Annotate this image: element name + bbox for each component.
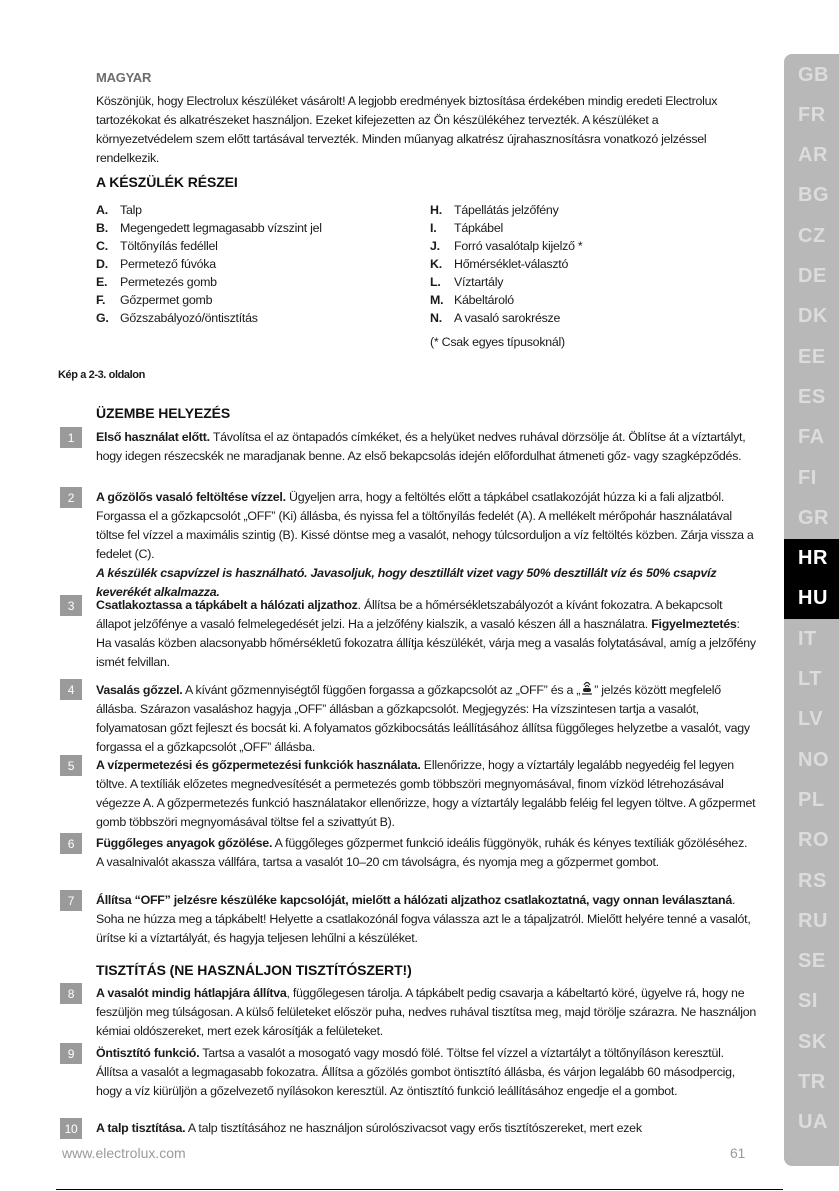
step-number: 5	[60, 755, 82, 776]
language-tab-rs[interactable]: RS	[798, 869, 827, 892]
part-letter: I.	[430, 221, 437, 235]
figure-reference: Kép a 2-3. oldalon	[58, 369, 145, 381]
part-item	[96, 273, 322, 291]
step-text: A kívánt gőzmennyiségtől függően forgassa a gőzkapcsolót az „OFF” és a „	[182, 683, 581, 697]
part-label: Talp	[120, 203, 142, 217]
part-item	[430, 201, 582, 219]
part-label: Víztartály	[454, 275, 504, 289]
part-letter: L.	[430, 275, 441, 289]
step-number: 4	[60, 679, 82, 700]
step-number: 6	[60, 833, 82, 854]
part-letter: K.	[430, 257, 442, 271]
part-item	[430, 237, 582, 255]
language-tab-fa[interactable]: FA	[798, 426, 825, 449]
step-text: Ügyeljen arra, hogy a feltöltés előtt a tápkábel csatlakozóját húzza ki a fali aljzatból. Forgassa el a gőzkapcsolót „OFF” (Ki) állásba, és nyissa fel a töltőnyílás fedelét (A). A mellékelt mérőpohár használatával töltse fel vízzel a maximális szintig (B). Kissé döntse meg a vasalót, nehogy túlcsorduljon a víz feltöltés közben. Zárja vissza a fedelet (C).	[96, 490, 754, 561]
bottom-divider	[56, 1189, 783, 1190]
part-letter: E.	[96, 275, 108, 289]
part-label: Megengedett legmagasabb vízszint jel	[120, 221, 322, 235]
language-tab-ee[interactable]: EE	[798, 345, 826, 368]
language-tab-no[interactable]: NO	[798, 748, 829, 771]
step-number: 2	[60, 487, 82, 508]
step-7	[96, 891, 756, 948]
step-lead: A vasalót mindig hátlapjára állítva	[96, 986, 287, 1000]
language-tab-ru[interactable]: RU	[798, 909, 828, 932]
part-label: Permetező fúvóka	[120, 257, 216, 271]
language-tab-cz[interactable]: CZ	[798, 224, 826, 247]
part-item	[96, 309, 322, 327]
step-4	[96, 680, 756, 757]
language-tab-it[interactable]: IT	[798, 627, 817, 650]
step-lead: Öntisztító funkció.	[96, 1046, 200, 1060]
step-5	[96, 756, 756, 832]
part-label: Tápellátás jelzőfény	[454, 203, 559, 217]
language-tab-tr[interactable]: TR	[798, 1071, 826, 1093]
step-lead: A gőzölős vasaló feltöltése vízzel.	[96, 490, 286, 504]
step-text: Tartsa a vasalót a mosogató vagy mosdó fölé. Töltse fel vízzel a víztartályt a töltőnyíláson keresztül. Állítsa a vasalót a legmagasabb fokozatra. Állítsa a gőzölés gombot öntisztító állásba, és várjon legalább 60 másodpercig, hogy a víz kiürüljön a gőzelvezető nyílásokon keresztül. Az öntisztító funkció leállításához engedje el a gombot.	[96, 1046, 735, 1098]
part-item	[430, 291, 582, 309]
step-text: , függőlegesen tárolja. A tápkábelt pedig csavarja a kábeltartó köré, ügyelve rá, hogy ne feszüljön meg túlságosan. A külső felületeket először puha, nedves ruhával tisztítsa meg, majd törölje szárazra. Ne használjon kémiai oldószereket, mert ezek károsítják a felületeket.	[96, 986, 756, 1038]
language-tab-si[interactable]: SI	[798, 990, 818, 1013]
language-tab-hu[interactable]: HU	[784, 579, 839, 619]
step-6	[96, 834, 756, 872]
part-label: Gőzpermet gomb	[120, 293, 213, 307]
language-tab-sk[interactable]: SK	[798, 1030, 827, 1053]
part-letter: J.	[430, 239, 440, 253]
step-3	[96, 596, 756, 672]
part-label: Tápkábel	[454, 221, 503, 235]
parts-list-left	[96, 201, 322, 327]
step-lead: A talp tisztítása.	[96, 1121, 186, 1135]
step-number: 3	[60, 595, 82, 616]
language-tab-lt[interactable]: LT	[798, 668, 822, 690]
part-item	[430, 309, 582, 327]
part-label: Gőzszabályozó/öntisztítás	[120, 311, 258, 325]
language-tab-hr[interactable]: HR	[784, 539, 839, 579]
step-text: . Állítsa be a hőmérsékletszabályozót a kívánt fokozatra. A bekapcsolt állapot jelzőfénye a vasaló felmelegedését jelzi. Ha a jelzőfény kialszik, a vasaló készen áll a használatra.	[96, 598, 723, 631]
step-lead: Első használat előtt.	[96, 430, 210, 444]
part-item	[96, 291, 322, 309]
step-number: 9	[60, 1043, 82, 1064]
step-note: A készülék csapvízzel is használható. Javasoljuk, hogy desztillált vizet vagy 50% desztillált víz és 50% csapvíz keverékét alkalmazza.	[96, 566, 717, 599]
part-item	[430, 273, 582, 291]
language-tab-dk[interactable]: DK	[798, 305, 828, 328]
intro-paragraph: Köszönjük, hogy Electrolux készüléket vásárolt! A legjobb eredmények biztosítása érdekében mindig eredeti Electrolux tartozékokat és alkatrészeket használjon. Ezeket kifejezetten az Ön készülékéhez tervezték. A készüléket a környezetvédelem szem előtt tartásával tervezték. Minden műanyag alkatrész újrahasznosításra vonatkozó jelzéssel rendelkezik.	[96, 94, 718, 165]
step-text: . Soha ne húzza meg a tápkábelt! Helyette a csatlakozónál fogva válassza azt le a tápaljzatról. Mielőtt helyére tenné a vasalót, ürítse ki a víztartályát, és hagyja teljesen lehűlni a készüléket.	[96, 893, 751, 945]
step-text: Távolítsa el az öntapadós címkéket, és a helyüket nedves ruhával dörzsölje át. Öblítse át a víztartályt, hogy idegen részecskék ne maradjanak benne. Az első bekapcsolás idején előfordulhat átmeneti gőz- vagy szagképződés.	[96, 430, 746, 463]
step-1	[96, 428, 756, 466]
language-tab-pl[interactable]: PL	[798, 788, 825, 811]
footer-url[interactable]: www.electrolux.com	[62, 1145, 186, 1161]
part-letter: C.	[96, 239, 108, 253]
step-lead: Csatlakoztassa a tápkábelt a hálózati aljzathoz	[96, 598, 358, 612]
language-tab-se[interactable]: SE	[798, 950, 826, 973]
language-tabs	[784, 54, 839, 1166]
step-number: 1	[60, 427, 82, 448]
language-tab-bg[interactable]: BG	[798, 184, 829, 207]
part-letter: N.	[430, 311, 442, 325]
language-tab-fi[interactable]: FI	[798, 466, 817, 489]
part-letter: F.	[96, 293, 106, 307]
setup-heading: ÜZEMBE HELYEZÉS	[96, 405, 231, 421]
step-10	[96, 1119, 756, 1138]
language-tab-es[interactable]: ES	[798, 385, 826, 408]
part-label: A vasaló sarokrésze	[454, 311, 561, 325]
part-letter: H.	[430, 203, 442, 217]
step-text: Ellenőrizze, hogy a víztartály legalább negyedéig fel legyen töltve. A textíliák előzetes megnedvesítését a permetezés gomb többszöri megnyomásával, finom vízköd létrehozásával végezze A. A gőzpermetezés funkció használatakor ellenőrizze, hogy a víztartály legalább feléig fel legyen töltve. A gőzpermet gomb többszöri megnyomásával töltse fel a szivattyút B).	[96, 758, 756, 829]
part-letter: B.	[96, 221, 108, 235]
language-tab-ar[interactable]: AR	[798, 144, 828, 167]
language-heading: MAGYAR	[96, 70, 152, 85]
part-label: Töltőnyílás fedéllel	[120, 239, 218, 253]
language-tab-ua[interactable]: UA	[798, 1111, 828, 1134]
language-tab-fr[interactable]: FR	[798, 103, 826, 126]
language-tab-ro[interactable]: RO	[798, 829, 829, 852]
step-text: A talp tisztításához ne használjon súrolószivacsot vagy erős tisztítószereket, mert ezek	[185, 1121, 642, 1135]
language-tab-gr[interactable]: GR	[798, 506, 829, 529]
step-number: 8	[60, 983, 82, 1004]
language-tab-de[interactable]: DE	[798, 265, 827, 287]
steam-icon	[580, 680, 594, 696]
step-text: A függőleges gőzpermet funkció ideális függönyök, ruhák és kényes textíliák gőzöléséhez. A vasalnivalót akassza vállfára, tartsa a vasalót 10–20 cm távolságra, és nyomja meg a gőzpermet gombot.	[96, 836, 748, 869]
part-label: Permetezés gomb	[120, 275, 217, 289]
cleaning-heading: TISZTÍTÁS (NE HASZNÁLJON TISZTÍTÓSZERT!)	[96, 962, 412, 978]
step-text: ” jelzés között megfelelő állásba. Szárazon vasaláshoz hagyja „OFF” állásban a gőzkapcsolót. Megjegyzés: Ha vízszintesen tartja a vasalót, folyamatosan gőzt fejleszt és bocsát ki. A folyamatos gőzkibocsátás leállításához állítsa függőleges helyzetbe a vasalót, vagy forgassa el a gőzkapcsolót „OFF” állásba.	[96, 683, 750, 754]
language-tab-lv[interactable]: LV	[798, 708, 824, 731]
part-letter: A.	[96, 203, 108, 217]
part-letter: D.	[96, 257, 108, 271]
step-lead: Függőleges anyagok gőzölése.	[96, 836, 273, 850]
step-8	[96, 984, 756, 1041]
part-item	[96, 237, 322, 255]
step-9	[96, 1044, 756, 1101]
part-label: Hőmérséklet-választó	[454, 257, 569, 271]
part-item	[96, 255, 322, 273]
step-number: 10	[60, 1118, 82, 1139]
step-lead: Állítsa “OFF” jelzésre készüléke kapcsolóját, mielőtt a hálózati aljzathoz csatlakoztatná, vagy onnan leválasztaná	[96, 893, 733, 907]
step-lead: A vízpermetezési és gőzpermetezési funkciók használata.	[96, 758, 421, 772]
part-label: Forró vasalótalp kijelző *	[454, 239, 583, 253]
step-number: 7	[60, 890, 82, 911]
part-item	[430, 219, 582, 237]
part-item	[96, 219, 322, 237]
part-letter: M.	[430, 293, 444, 307]
parts-heading: A KÉSZÜLÉK RÉSZEI	[96, 174, 238, 190]
language-tab-gb[interactable]: GB	[798, 63, 829, 86]
part-letter: G.	[96, 311, 109, 325]
part-item	[96, 201, 322, 219]
page-number: 61	[730, 1145, 746, 1161]
step-lead: Vasalás gőzzel.	[96, 683, 183, 697]
step-text: : Ha vasalás közben alacsonyabb hőmérsékletű fokozatra állítja készülékét, várja meg a vasalás folytatásával, amíg a jelzőfény ismét felvillan.	[96, 617, 756, 669]
parts-list-right	[430, 201, 582, 327]
step-2	[96, 488, 756, 602]
parts-note: (* Csak egyes típusoknál)	[430, 335, 565, 349]
part-label: Kábeltároló	[454, 293, 514, 307]
warning-label: Figyelmeztetés	[651, 617, 737, 631]
part-item	[430, 255, 582, 273]
